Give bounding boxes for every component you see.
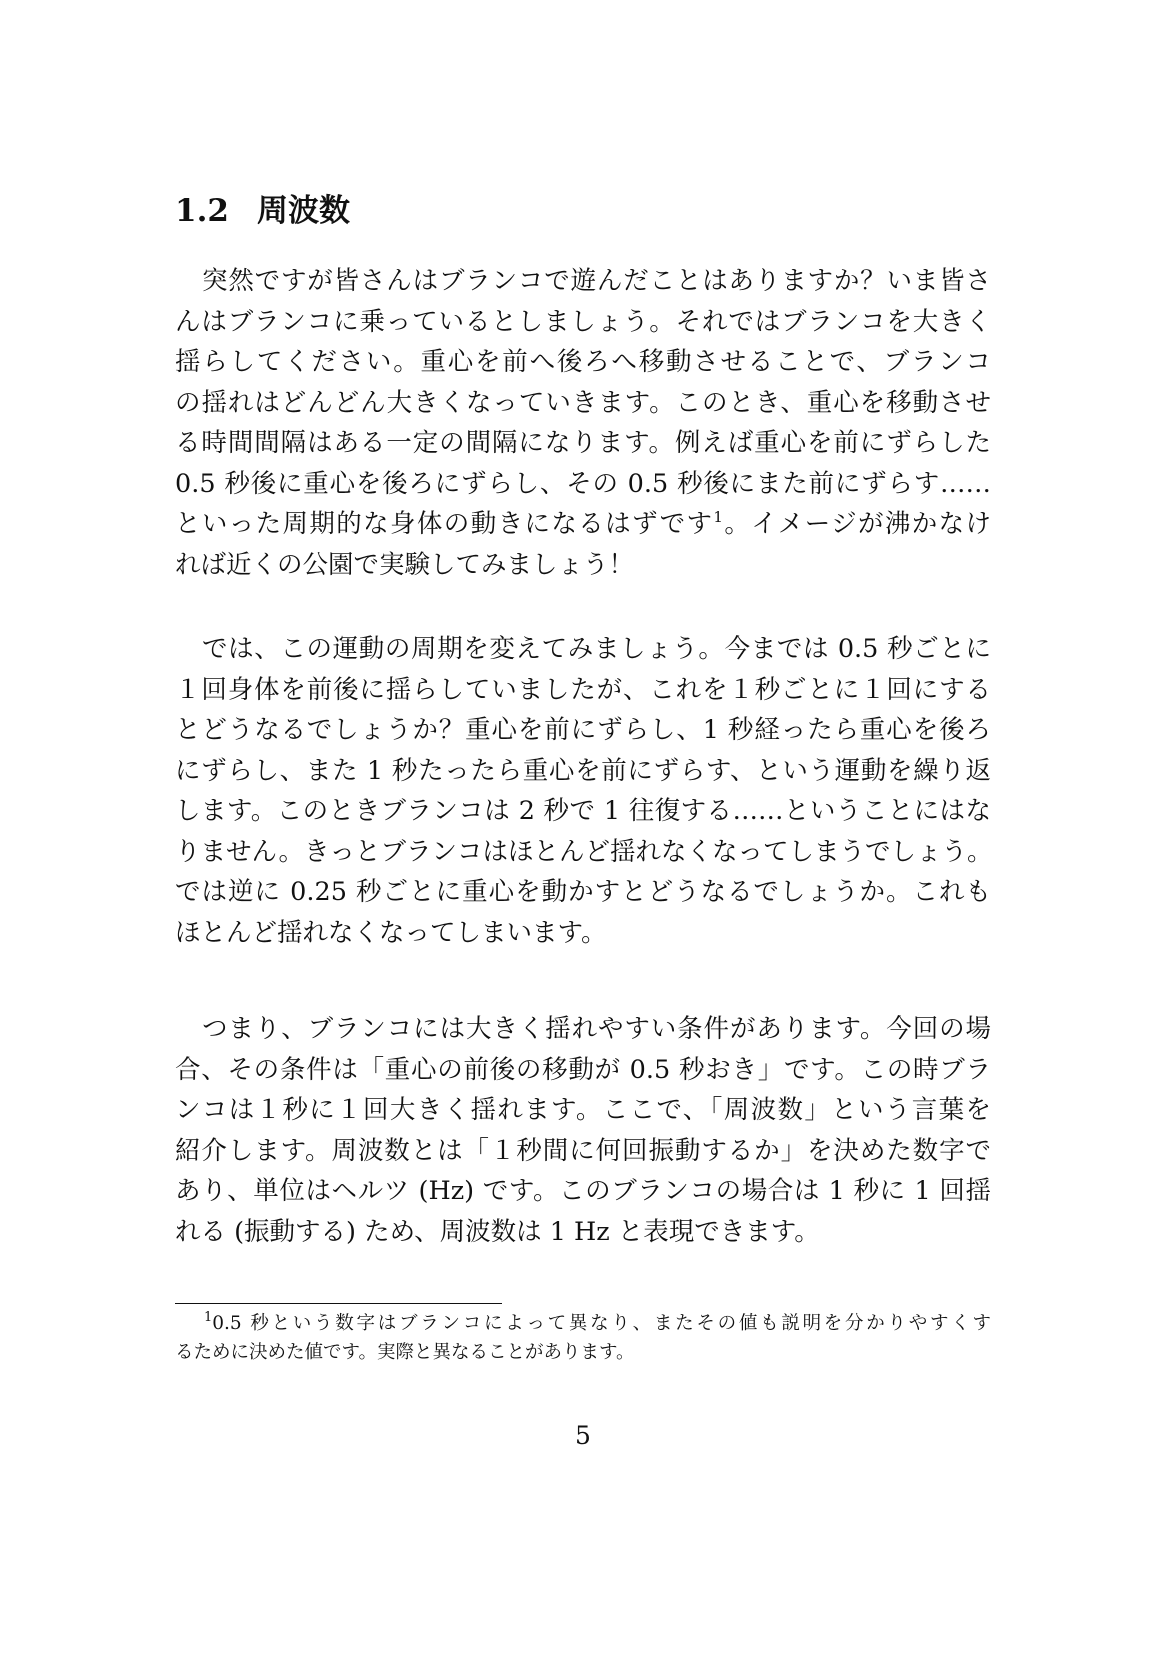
paragraph-text: といった周期的な身体の動きになるはずです [175,509,714,539]
paragraph-line: します。このときブランコは 2 秒で 1 往復する……ということにはな [175,796,991,826]
section-heading [175,191,350,231]
paragraph-line: 紹介します。周波数とは「１秒間に何回振動するか」を決めた数字で [175,1135,991,1166]
paragraph-line: では、この運動の周期を変えてみましょう。今までは 0.5 秒ごとに [202,634,991,664]
paragraph-line: あり、単位はヘルツ (Hz) です。このブランコの場合は 1 秒に 1 回揺 [175,1176,991,1206]
paragraph-line: る時間間隔はある一定の間隔になります。例えば重心を前にずらした [175,428,991,458]
paragraph-line: 0.5 秒後に重心を後ろにずらし、その 0.5 秒後にまた前にずらす…… [175,468,991,499]
section-number: 1.2 [175,193,229,229]
footnote [175,1309,991,1367]
paragraph-line: れば近くの公園で実験してみましょう！ [175,549,635,580]
footnote-text: 0.5 秒という数字はブランコによって異なり、またその値も説明を分かりやすくす [212,1313,991,1334]
paragraph-line: りません。きっとブランコはほとんど揺れなくなってしまうでしょう。 [175,836,993,867]
paragraph-line: んはブランコに乗っているとしましょう。それではブランコを大きく [175,306,991,337]
paragraph-line: ほとんど揺れなくなってしまいます。 [175,917,607,948]
paragraph-1 [175,261,991,585]
paragraph-line: 合、その条件は「重心の前後の移動が 0.5 秒おき」です。この時ブラ [175,1054,991,1085]
section-title: 周波数 [257,193,350,229]
footnote-line [175,1309,991,1338]
footnote-marker[interactable]: 1 [713,508,723,526]
page-number: 5 [575,1421,591,1450]
paragraph-line: にずらし、また 1 秒たったら重心を前にずらす、という運動を繰り返 [175,755,991,786]
paragraph-line: の揺れはどんどん大きくなっていきます。このとき、重心を移動させ [175,387,991,418]
paragraph-line: 揺らしてください。重心を前へ後ろへ移動させることで、ブランコ [175,347,991,377]
paragraph-2 [175,629,991,953]
paragraph-line-with-footnote [175,504,991,545]
paragraph-text: 。イメージが沸かなけ [722,509,991,539]
paragraph-line: ンコは１秒に１回大きく揺れます。ここで、「周波数」という言葉を [175,1095,991,1125]
paragraph-line: １回身体を前後に揺らしていましたが、これを１秒ごとに１回にする [175,674,991,705]
footnote-line: るために決めた値です。実際と異なることがあります。 [175,1342,635,1363]
footnote-number: 1 [204,1310,213,1325]
paragraph-3 [175,1009,991,1252]
paragraph-line: とどうなるでしょうか？重心を前にずらし、1 秒経ったら重心を後ろ [175,715,991,745]
paragraph-line: つまり、ブランコには大きく揺れやすい条件があります。今回の場 [202,1014,991,1044]
paragraph-line: 突然ですが皆さんはブランコで遊んだことはありますか？いま皆さ [202,266,991,296]
paragraph-line: れる (振動する) ため、周波数は 1 Hz と表現できます。 [175,1216,820,1247]
paragraph-line: では逆に 0.25 秒ごとに重心を動かすとどうなるでしょうか。これも [175,877,991,907]
footnote-rule [175,1303,502,1304]
